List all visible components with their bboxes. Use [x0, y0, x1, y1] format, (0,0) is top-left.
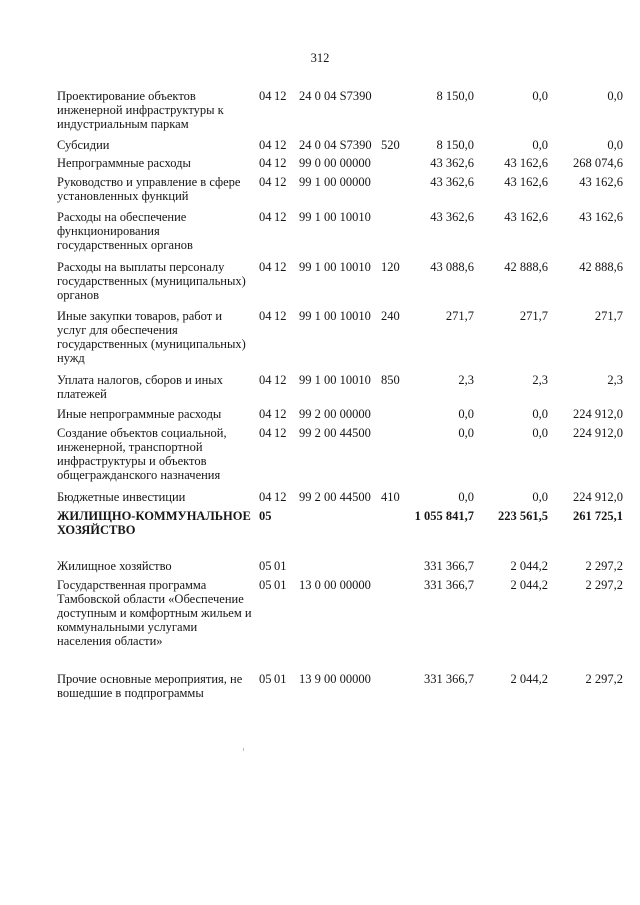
row-subsection: 12	[274, 156, 287, 170]
row-target-article: 99 1 00 10010	[299, 309, 371, 323]
row-subsection: 12	[274, 175, 287, 189]
row-value-year1: 8 150,0	[436, 89, 474, 103]
row-target-article: 99 0 00 00000	[299, 156, 371, 170]
row-name: Государственная программа Тамбовской области «Обеспечение доступным и комфортным жильем и коммунальными услугами населения области»	[57, 578, 252, 648]
row-name: Субсидии	[57, 138, 110, 152]
row-value-year1: 43 362,6	[430, 210, 474, 224]
row-section: 04	[259, 156, 272, 170]
row-section: 04	[259, 260, 272, 274]
row-value-year1: 2,3	[458, 373, 474, 387]
row-subsection: 12	[274, 89, 287, 103]
row-target-article: 99 1 00 00000	[299, 175, 371, 189]
row-subsection: 01	[274, 672, 287, 686]
row-name: Жилищное хозяйство	[57, 559, 172, 573]
row-section: 04	[259, 490, 272, 504]
row-value-year2: 2 044,2	[510, 672, 548, 686]
row-section: 05	[259, 559, 272, 573]
row-value-year2: 43 162,6	[504, 210, 548, 224]
row-target-article: 24 0 04 S7390	[299, 89, 372, 103]
row-value-year3: 2,3	[607, 373, 623, 387]
row-value-year3: 271,7	[594, 309, 623, 323]
row-subsection: 12	[274, 260, 287, 274]
row-value-year2: 223 561,5	[498, 509, 548, 523]
row-value-year2: 0,0	[532, 138, 548, 152]
row-expense-type: 520	[381, 138, 400, 152]
row-name: Уплата налогов, сборов и иных платежей	[57, 373, 223, 401]
row-section: 05	[259, 578, 272, 592]
row-name: Иные закупки товаров, работ и услуг для обеспечения государственных (муниципальных) нужд	[57, 309, 246, 365]
row-target-article: 99 2 00 44500	[299, 490, 371, 504]
row-subsection: 12	[274, 407, 287, 421]
row-value-year1: 0,0	[458, 426, 474, 440]
row-value-year2: 2 044,2	[510, 559, 548, 573]
row-section: 04	[259, 426, 272, 440]
row-value-year2: 2 044,2	[510, 578, 548, 592]
row-value-year3: 42 888,6	[579, 260, 623, 274]
row-subsection: 12	[274, 490, 287, 504]
row-value-year3: 2 297,2	[585, 672, 623, 686]
row-value-year3: 268 074,6	[573, 156, 623, 170]
row-value-year1: 0,0	[458, 407, 474, 421]
row-value-year1: 0,0	[458, 490, 474, 504]
row-value-year1: 331 366,7	[424, 559, 474, 573]
row-name: Бюджетные инвестиции	[57, 490, 186, 504]
row-value-year2: 2,3	[532, 373, 548, 387]
row-name: Проектирование объектов инженерной инфраструктуры к индустриальным паркам	[57, 89, 224, 131]
row-section: 04	[259, 210, 272, 224]
page-number: 312	[310, 51, 330, 65]
row-target-article: 99 2 00 44500	[299, 426, 371, 440]
row-value-year1: 8 150,0	[436, 138, 474, 152]
row-value-year3: 43 162,6	[579, 210, 623, 224]
row-value-year3: 261 725,1	[573, 509, 623, 523]
row-name: Расходы на выплаты персоналу государственных (муниципальных) органов	[57, 260, 246, 302]
row-expense-type: 410	[381, 490, 400, 504]
row-value-year2: 43 162,6	[504, 175, 548, 189]
row-name: Создание объектов социальной, инженерной, транспортной инфраструктуры и объектов общегражданского назначения	[57, 426, 227, 482]
row-name: Иные непрограммные расходы	[57, 407, 222, 421]
row-section: 05	[259, 672, 272, 686]
row-name: Прочие основные мероприятия, не вошедшие в подпрограммы	[57, 672, 243, 700]
row-subsection: 12	[274, 426, 287, 440]
row-value-year2: 42 888,6	[504, 260, 548, 274]
row-target-article: 99 2 00 00000	[299, 407, 371, 421]
row-section: 04	[259, 175, 272, 189]
row-value-year2: 271,7	[519, 309, 548, 323]
row-target-article: 13 0 00 00000	[299, 578, 371, 592]
row-section: 04	[259, 373, 272, 387]
row-name: ЖИЛИЩНО-КОММУНАЛЬНОЕ ХОЗЯЙСТВО	[57, 509, 251, 537]
row-value-year3: 224 912,0	[573, 490, 623, 504]
row-expense-type: 850	[381, 373, 400, 387]
row-section: 04	[259, 89, 272, 103]
row-value-year3: 2 297,2	[585, 578, 623, 592]
row-value-year3: 2 297,2	[585, 559, 623, 573]
row-name: Непрограммные расходы	[57, 156, 191, 170]
row-subsection: 12	[274, 309, 287, 323]
row-value-year3: 224 912,0	[573, 426, 623, 440]
row-subsection: 01	[274, 559, 287, 573]
row-expense-type: 240	[381, 309, 400, 323]
row-section: 05	[259, 509, 272, 523]
row-value-year2: 43 162,6	[504, 156, 548, 170]
row-value-year2: 0,0	[532, 407, 548, 421]
row-value-year1: 271,7	[445, 309, 474, 323]
row-value-year1: 331 366,7	[424, 672, 474, 686]
scan-speck	[243, 748, 244, 751]
row-section: 04	[259, 407, 272, 421]
row-target-article: 24 0 04 S7390	[299, 138, 372, 152]
row-value-year2: 0,0	[532, 89, 548, 103]
row-value-year3: 0,0	[607, 89, 623, 103]
row-name: Расходы на обеспечение функционирования государственных органов	[57, 210, 193, 252]
row-value-year2: 0,0	[532, 426, 548, 440]
row-value-year1: 43 362,6	[430, 175, 474, 189]
row-value-year3: 43 162,6	[579, 175, 623, 189]
row-value-year1: 43 088,6	[430, 260, 474, 274]
row-section: 04	[259, 309, 272, 323]
row-subsection: 12	[274, 210, 287, 224]
row-value-year1: 43 362,6	[430, 156, 474, 170]
row-section: 04	[259, 138, 272, 152]
row-expense-type: 120	[381, 260, 400, 274]
row-subsection: 01	[274, 578, 287, 592]
row-target-article: 13 9 00 00000	[299, 672, 371, 686]
row-target-article: 99 1 00 10010	[299, 373, 371, 387]
row-subsection: 12	[274, 373, 287, 387]
row-value-year1: 331 366,7	[424, 578, 474, 592]
row-name: Руководство и управление в сфере установленных функций	[57, 175, 241, 203]
row-target-article: 99 1 00 10010	[299, 260, 371, 274]
row-value-year2: 0,0	[532, 490, 548, 504]
row-target-article: 99 1 00 10010	[299, 210, 371, 224]
row-value-year3: 0,0	[607, 138, 623, 152]
row-value-year1: 1 055 841,7	[414, 509, 474, 523]
row-subsection: 12	[274, 138, 287, 152]
row-value-year3: 224 912,0	[573, 407, 623, 421]
